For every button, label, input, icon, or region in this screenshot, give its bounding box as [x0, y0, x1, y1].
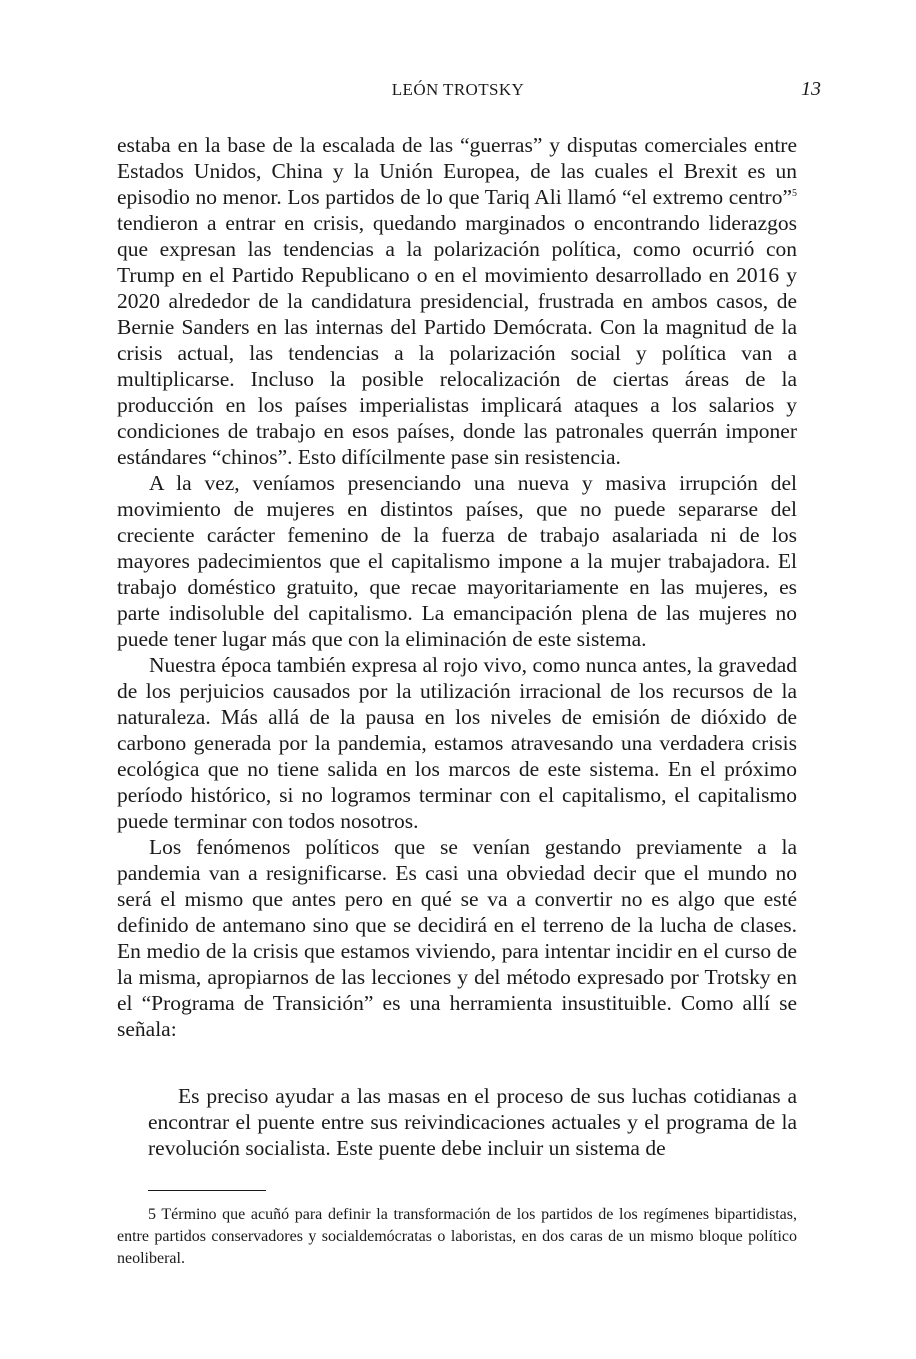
paragraph-1-part-b: tendieron a entrar en crisis, quedando marginados o encontrando liderazgos que expresan las tendencias a la polarización política, como ocurrió con Trump en el Partido Republicano o en el movimiento desarrollado en 2016 y 2020 alrededor de la candidatura presidencial, frustrada en ambos casos, de Bernie Sanders en las internas del Partido Demócrata. Con la magnitud de la crisis actual, las tendencias a la polarización social y política van a multiplicarse. Incluso la posible relocalización de ciertas áreas de la producción en los países imperialistas implicará ataques a los salarios y condiciones de trabajo en esos países, donde las patronales querrán imponer estándares “chinos”. Esto difícilmente pase sin resistencia.	[117, 211, 797, 469]
footnote-number: 5	[148, 1206, 156, 1223]
block-quote: Es preciso ayudar a las masas en el proceso de sus luchas cotidianas a encontrar el puente entre sus reivindicaciones actuales y el programa de la revolución socialista. Este puente debe incluir un sistema de	[148, 1084, 797, 1160]
footnote-divider	[148, 1190, 266, 1191]
running-head: LEÓN TROTSKY	[391, 80, 525, 99]
paragraph-4: Los fenómenos políticos que se venían gestando previamente a la pandemia van a resignificarse. Es casi una obviedad decir que el mundo no será el mismo que antes pero en qué se va a convertir no es algo que esté definido de antemano sino que se decidirá en el terreno de la lucha de clases. En medio de la crisis que estamos viviendo, para intentar incidir en el curso de la misma, apropiarnos de las lecciones y del método expresado por Trotsky en el “Programa de Transición” es una herramienta insustituible. Como allí se señala:	[117, 835, 797, 1041]
paragraph-3: Nuestra época también expresa al rojo vivo, como nunca antes, la gravedad de los perjuicios causados por la utilización irracional de los recursos de la naturaleza. Más allá de la pausa en los niveles de emisión de dióxido de carbono generada por la pandemia, estamos atravesando una verdadera crisis ecológica que no tiene salida en los marcos de este sistema. En el próximo período histórico, si no logramos terminar con el capitalismo, el capitalismo puede terminar con todos nosotros.	[117, 653, 797, 833]
paragraph-1	[117, 132, 797, 470]
paragraph-2: A la vez, veníamos presenciando una nueva y masiva irrupción del movimiento de mujeres en distintos países, que no puede separarse del creciente carácter femenino de la fuerza de trabajo asalariada ni de los mayores padecimientos que el capitalismo impone a la mujer trabajadora. El trabajo doméstico gratuito, que recae mayoritariamente en las mujeres, es parte indisoluble del capitalismo. La emancipación plena de las mujeres no puede tener lugar más que con la eliminación de este sistema.	[117, 471, 797, 651]
paragraph-1-part-a: estaba en la base de la escalada de las “guerras” y disputas comerciales entre Estados Unidos, China y la Unión Europea, de las cuales el Brexit es un episodio no menor. Los partidos de lo que Tariq Ali llamó “el extremo centro”	[117, 133, 797, 209]
footnote-text: Término que acuñó para definir la transformación de los partidos de los regímenes bipartidistas, entre partidos conservadores y socialdemócratas o laboristas, en dos caras de un mismo bloque político neoliberal.	[117, 1206, 797, 1267]
footnote	[117, 1204, 797, 1270]
page-number: 13	[801, 78, 821, 100]
body-text	[117, 132, 797, 1042]
footnote-reference: 5	[792, 188, 797, 199]
